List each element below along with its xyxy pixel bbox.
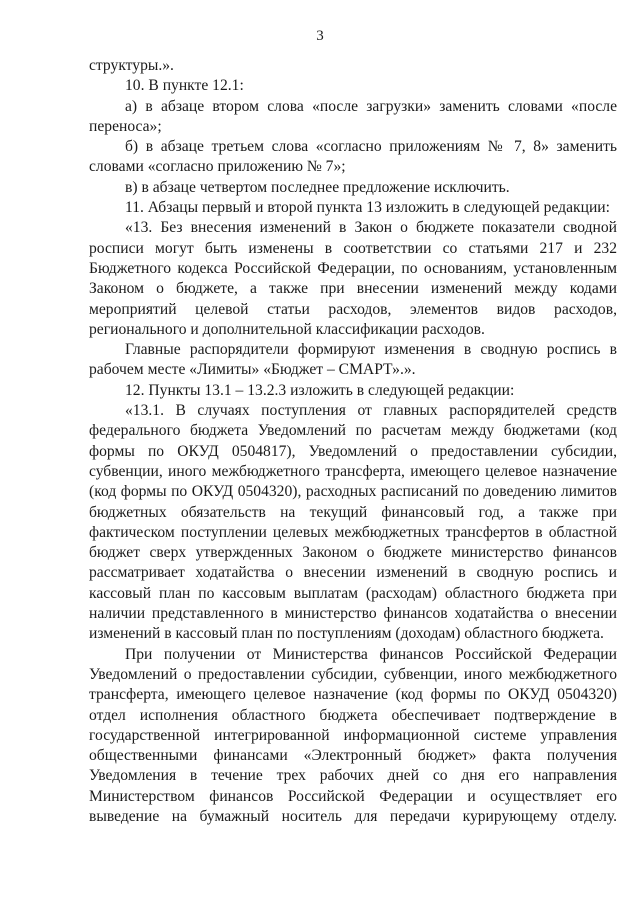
paragraph: «13. Без внесения изменений в Закон о бюджете показатели сводной росписи могут быть изменены в соответствии со статьями 217 и 232 Бюджетного кодекса Российской Федерации, по основаниям, установленным Законом о бюджете, а также при внесении изменений между кодами мероприятий целевой статьи расходов, элементов видов расходов, регионального и дополнительной классификации расходов. [89, 219, 617, 338]
paragraph: 11. Абзацы первый и второй пункта 13 изложить в следующей редакции: [125, 199, 610, 217]
paragraph: в) в абзаце четвертом последнее предложение исключить. [125, 178, 510, 196]
paragraph: При получении от Министерства финансов Российской Федерации Уведомлений о предоставлении субсидии, субвенции, иного межбюджетного трансферта, имеющего целевое назначение (код формы по ОКУД 0504320) отдел исполнения областного бюджета обеспечивает подтверждение в государственной интегрированной информационной системе управления общественными финансами «Электронный бюджет» факта получения Уведомления в течение трех рабочих дней со дня его направления Министерством финансов Российской Федерации и осуществляет его выведение на бумажный носитель для передачи курирующему отделу. [89, 645, 617, 825]
paragraph: 10. В пункте 12.1: [125, 77, 244, 95]
paragraph: а) в абзаце втором слова «после загрузки» заменить словами «после переноса»; [89, 97, 617, 135]
paragraph: «13.1. В случаях поступления от главных распорядителей средств федерального бюджета Уведомлений по расчетам между бюджетами (код формы по ОКУД 0504817), Уведомлений о предоставлении субсидии, субвенции, иного межбюджетного трансферта, имеющего целевое назначение (код формы по ОКУД 0504320), расходных расписаний по доведению лимитов бюджетных обязательств на текущий финансовый год, а также при фактическом поступлении целевых межбюджетных трансфертов в областной бюджет сверх утвержденных Законом о бюджете министерство финансов рассматривает ходатайства о внесении изменений в сводную роспись и кассовый план по кассовым выплатам (расходам) областного бюджета при наличии представленного в министерство финансов ходатайства о внесении изменений в кассовый план по поступлениям (доходам) областного бюджета. [89, 402, 617, 643]
document-body [89, 56, 617, 827]
page-number: 3 [316, 28, 324, 44]
paragraph: 12. Пункты 13.1 – 13.2.3 изложить в следующей редакции: [125, 381, 515, 399]
paragraph: б) в абзаце третьем слова «согласно приложениям № 7, 8» заменить словами «согласно приложению № 7»; [89, 138, 617, 176]
paragraph: Главные распорядители формируют изменения в сводную роспись в рабочем месте «Лимиты» «Бюджет – СМАРТ».». [89, 341, 617, 379]
paragraph: структуры.». [89, 57, 174, 74]
